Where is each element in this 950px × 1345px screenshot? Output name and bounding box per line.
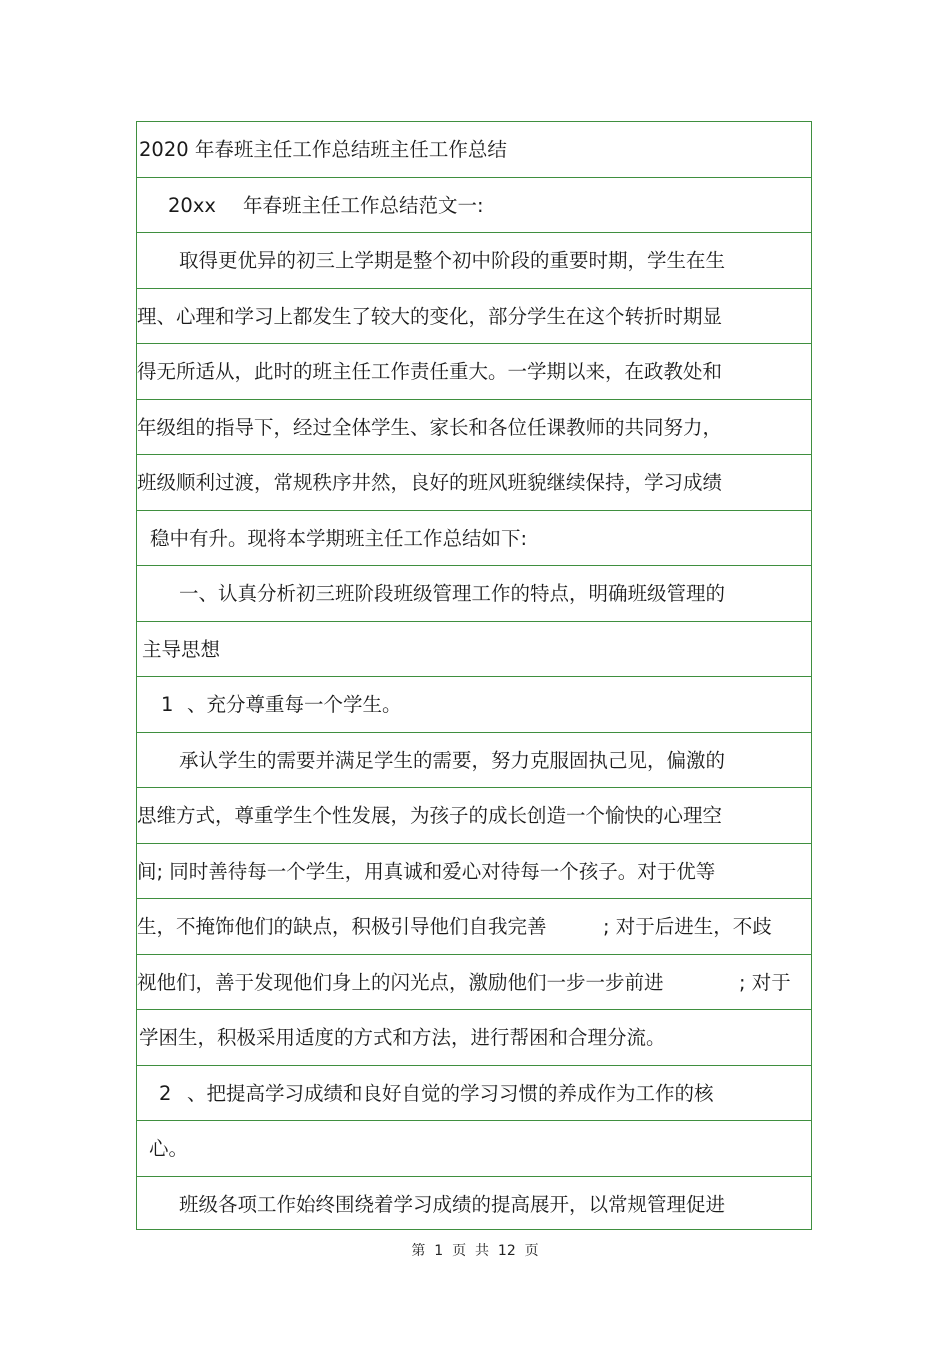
line-text: 取得更优异的初三上学期是整个初中阶段的重要时期，学生在生 bbox=[179, 249, 726, 272]
line-text: 稳中有升。现将本学期班主任工作总结如下: bbox=[150, 526, 528, 550]
document-frame bbox=[136, 121, 812, 1230]
section-heading-row bbox=[137, 566, 811, 622]
list-item-cont: 心。 bbox=[149, 1137, 189, 1160]
line-text-b: ; 对于 bbox=[739, 970, 791, 994]
list-item-text: 、把提高学习成绩和良好自觉的学习习惯的养成作为工作的核 bbox=[187, 1081, 714, 1105]
section-heading-row bbox=[137, 622, 811, 678]
title-row bbox=[137, 122, 811, 178]
text-line bbox=[137, 455, 811, 511]
footer-label-di: 第 bbox=[411, 1243, 426, 1259]
document-title: 2020 年春班主任工作总结班主任工作总结 bbox=[139, 138, 507, 161]
line-text: 年级组的指导下，经过全体学生、家长和各位任课教师的共同努力， bbox=[137, 415, 723, 439]
subtitle-text: 年春班主任工作总结范文一: bbox=[243, 193, 484, 217]
line-text: 思维方式，尊重学生个性发展，为孩子的成长创造一个愉快的心理空 bbox=[137, 804, 723, 827]
line-text: 得无所适从，此时的班主任工作责任重大。一学期以来，在政教处和 bbox=[137, 360, 723, 383]
line-text: 学困生，积极采用适度的方式和方法，进行帮困和合理分流。 bbox=[139, 1026, 666, 1049]
section-heading-cont: 主导思想 bbox=[142, 637, 221, 661]
page-footer bbox=[0, 1240, 950, 1260]
text-line bbox=[137, 733, 811, 789]
line-text-b: ; 对于后进生，不歧 bbox=[603, 915, 772, 938]
list-item-number: 2 bbox=[159, 1081, 172, 1105]
section-heading: 一、认真分析初三班阶段班级管理工作的特点，明确班级管理的 bbox=[179, 582, 726, 605]
text-line bbox=[137, 955, 811, 1011]
line-text: 班级顺利过渡，常规秩序井然，良好的班风班貌继续保持，学习成绩 bbox=[137, 471, 723, 494]
text-line bbox=[137, 344, 811, 400]
line-text: 班级各项工作始终围绕着学习成绩的提高展开，以常规管理促进 bbox=[179, 1192, 726, 1216]
list-item-row bbox=[137, 677, 811, 733]
list-item-number: 1 bbox=[161, 693, 174, 716]
text-line bbox=[137, 1177, 811, 1233]
text-line bbox=[137, 511, 811, 567]
subtitle-number: 20xx bbox=[168, 193, 216, 217]
list-item-text: 、充分尊重每一个学生。 bbox=[187, 693, 402, 716]
text-line bbox=[137, 1121, 811, 1177]
text-line bbox=[137, 899, 811, 955]
footer-label-ye: 页 bbox=[452, 1243, 467, 1259]
text-line bbox=[137, 289, 811, 345]
text-line bbox=[137, 400, 811, 456]
line-text: 间; 同时善待每一个学生，用真诚和爱心对待每一个孩子。对于优等 bbox=[137, 859, 716, 883]
list-item-row bbox=[137, 1066, 811, 1122]
text-line bbox=[137, 788, 811, 844]
footer-total-pages: 12 bbox=[497, 1243, 516, 1259]
footer-label-gong: 共 bbox=[475, 1243, 489, 1259]
line-text-a: 视他们，善于发现他们身上的闪光点，激励他们一步一步前进 bbox=[137, 970, 664, 994]
text-line bbox=[137, 844, 811, 900]
line-text: 理、心理和学习上都发生了较大的变化，部分学生在这个转折时期显 bbox=[137, 304, 723, 328]
line-text-a: 生，不掩饰他们的缺点，积极引导他们自我完善 bbox=[137, 915, 547, 938]
line-text: 承认学生的需要并满足学生的需要，努力克服固执己见，偏激的 bbox=[179, 748, 726, 772]
subtitle-row bbox=[137, 178, 811, 234]
footer-label-ye2: 页 bbox=[524, 1243, 539, 1259]
footer-page-number: 1 bbox=[434, 1243, 444, 1259]
text-line bbox=[137, 233, 811, 289]
text-line bbox=[137, 1010, 811, 1066]
